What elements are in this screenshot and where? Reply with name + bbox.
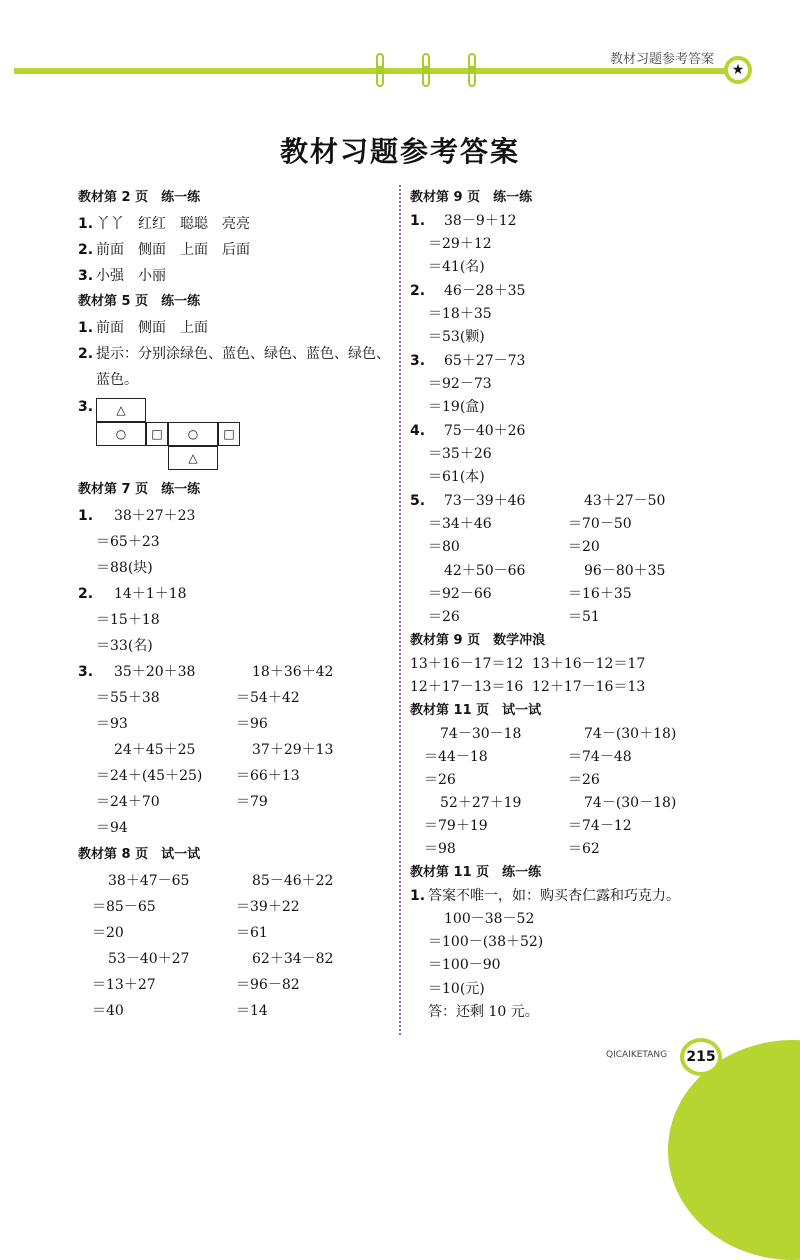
equation: ＝41(名) [428, 259, 485, 275]
item-number: 1. [78, 320, 94, 336]
equation: ＝26 [568, 772, 600, 788]
equation: ＝96－82 [236, 977, 300, 993]
equation: 13＋16－17＝12 [410, 656, 524, 672]
equation: ＝34＋46 [428, 516, 492, 532]
equation: ＝26 [428, 609, 460, 625]
item-number: 3. [78, 268, 94, 284]
equation: 38＋27＋23 [114, 508, 196, 524]
answer-text: 提示：分别涂绿色、蓝色、绿色、蓝色、绿色、 [96, 346, 390, 362]
section-heading: 教材第 5 页 练一练 [78, 294, 201, 309]
equation: ＝20 [568, 539, 600, 555]
equation: ＝70－50 [568, 516, 632, 532]
net-face: ○ [168, 422, 218, 446]
equation: 75－40＋26 [444, 423, 526, 439]
item-number: 1. [78, 508, 94, 524]
equation: 96－80＋35 [584, 563, 666, 579]
equation: ＝51 [568, 609, 600, 625]
equation: ＝85－65 [92, 899, 156, 915]
equation: ＝24＋(45＋25) [96, 768, 203, 784]
item-number: 3. [410, 353, 426, 369]
equation: 74－30－18 [440, 726, 522, 742]
equation: ＝93 [96, 716, 128, 732]
net-face: △ [168, 446, 218, 470]
equation: ＝88(块) [96, 560, 153, 576]
equation: ＝92－73 [428, 376, 492, 392]
equation: ＝44－18 [424, 749, 488, 765]
equation: 100－38－52 [444, 911, 535, 927]
equation: ＝55＋38 [96, 690, 160, 706]
net-face: □ [146, 422, 168, 446]
equation: ＝98 [424, 841, 456, 857]
equation: ＝79＋19 [424, 818, 488, 834]
section-heading: 教材第 2 页 练一练 [78, 190, 201, 205]
section-heading: 教材第 9 页 数学冲浪 [410, 633, 546, 648]
answer-text: 前面 侧面 上面 [96, 320, 208, 336]
equation: ＝26 [424, 772, 456, 788]
equation: 74－(30＋18) [584, 726, 677, 742]
item-number: 1. [78, 216, 94, 232]
equation: ＝100－(38＋52) [428, 934, 544, 950]
header-section-title: 教材习题参考答案 [610, 52, 715, 67]
equation: ＝18＋35 [428, 306, 492, 322]
item-number: 1. [410, 213, 426, 229]
equation: ＝35＋26 [428, 446, 492, 462]
equation: ＝54＋42 [236, 690, 300, 706]
equation: ＝53(颗) [428, 329, 485, 345]
item-number: 1. [410, 888, 426, 904]
column-divider [399, 185, 401, 1035]
cube-net-diagram [96, 398, 256, 472]
equation: ＝79 [236, 794, 268, 810]
equation: ＝65＋23 [96, 534, 160, 550]
equation: ＝14 [236, 1003, 268, 1019]
item-number: 3. [78, 399, 94, 415]
net-face: □ [218, 422, 240, 446]
equation: ＝66＋13 [236, 768, 300, 784]
equation: ＝29＋12 [428, 236, 492, 252]
item-number: 2. [78, 346, 94, 362]
equation: 37＋29＋13 [252, 742, 334, 758]
item-number: 2. [78, 242, 94, 258]
equation: 52＋27＋19 [440, 795, 522, 811]
equation: 74－(30－18) [584, 795, 677, 811]
section-heading: 教材第 9 页 练一练 [410, 190, 533, 205]
item-number: 2. [78, 586, 94, 602]
answer-text: 答：还剩 10 元。 [428, 1004, 539, 1020]
equation: ＝24＋70 [96, 794, 160, 810]
equation: 43＋27－50 [584, 493, 666, 509]
equation: ＝74－48 [568, 749, 632, 765]
equation: 85－46＋22 [252, 873, 334, 889]
answer-text: 答案不唯一，如：购买杏仁露和巧克力。 [428, 888, 680, 904]
equation: ＝39＋22 [236, 899, 300, 915]
section-heading: 教材第 8 页 试一试 [78, 847, 201, 862]
net-face: △ [96, 398, 146, 422]
equation: ＝62 [568, 841, 600, 857]
section-heading: 教材第 7 页 练一练 [78, 482, 201, 497]
equation: 24＋45＋25 [114, 742, 196, 758]
equation: 14＋1＋18 [114, 586, 187, 602]
equation: 65＋27－73 [444, 353, 526, 369]
binder-peg [376, 53, 384, 87]
equation: 46－28＋35 [444, 283, 526, 299]
answer-text: 丫丫 红红 聪聪 亮亮 [96, 216, 250, 232]
equation: ＝100－90 [428, 957, 501, 973]
equation: 73－39＋46 [444, 493, 526, 509]
equation: 53－40＋27 [108, 951, 190, 967]
binder-peg [468, 53, 476, 87]
page-number: 215 [680, 1038, 722, 1076]
net-face: ○ [96, 422, 146, 446]
equation: ＝74－12 [568, 818, 632, 834]
equation: ＝40 [92, 1003, 124, 1019]
equation: ＝20 [92, 925, 124, 941]
equation: ＝15＋18 [96, 612, 160, 628]
answer-text: 小强 小丽 [96, 268, 166, 284]
equation: ＝16＋35 [568, 586, 632, 602]
equation: ＝13＋27 [92, 977, 156, 993]
equation: 62＋34－82 [252, 951, 334, 967]
footer-decoration [668, 1040, 800, 1260]
item-number: 2. [410, 283, 426, 299]
answer-text: 前面 侧面 上面 后面 [96, 242, 250, 258]
equation: 38＋47－65 [108, 873, 190, 889]
equation: 12＋17－13＝16 [410, 679, 524, 695]
equation: ＝80 [428, 539, 460, 555]
equation: 13＋16－12＝17 [532, 656, 646, 672]
equation: 12＋17－16＝13 [532, 679, 646, 695]
page-title: 教材习题参考答案 [279, 135, 520, 168]
binder-peg [422, 53, 430, 87]
answer-text: 蓝色。 [96, 372, 138, 388]
equation: ＝94 [96, 820, 128, 836]
equation: 35＋20＋38 [114, 664, 196, 680]
equation: 38－9＋12 [444, 213, 517, 229]
header-star-icon: ★ [724, 56, 752, 84]
section-heading: 教材第 11 页 练一练 [410, 865, 542, 880]
header-rule [14, 68, 736, 74]
footer-brand: QICAIKETANG [606, 1050, 668, 1060]
equation: ＝33(名) [96, 638, 153, 654]
item-number: 4. [410, 423, 426, 439]
equation: 42＋50－66 [444, 563, 526, 579]
equation: ＝19(盒) [428, 399, 485, 415]
item-number: 5. [410, 493, 426, 509]
equation: 18＋36＋42 [252, 664, 334, 680]
equation: ＝92－66 [428, 586, 492, 602]
equation: ＝10(元) [428, 981, 485, 997]
equation: ＝96 [236, 716, 268, 732]
item-number: 3. [78, 664, 94, 680]
section-heading: 教材第 11 页 试一试 [410, 703, 542, 718]
equation: ＝61 [236, 925, 268, 941]
equation: ＝61(本) [428, 469, 485, 485]
